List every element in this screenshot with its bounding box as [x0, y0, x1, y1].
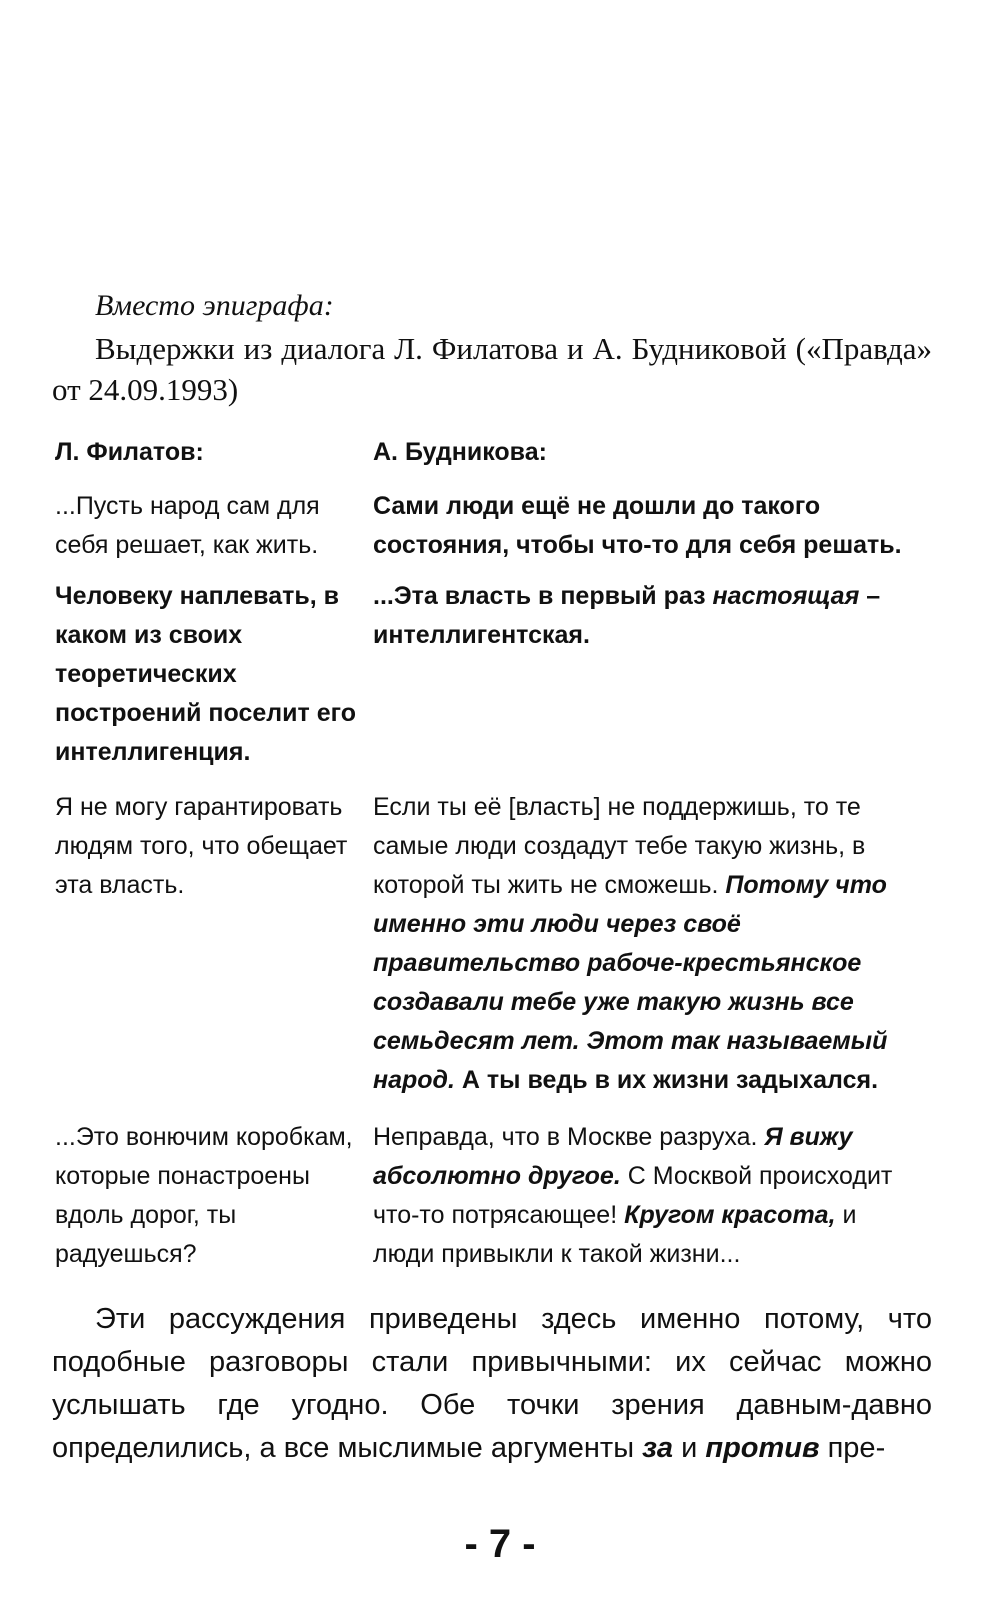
left-remark: Я не могу гарантировать людям того, что обещает эта власть.: [55, 793, 348, 899]
right-speaker-header: А. Будникова:: [373, 438, 547, 466]
body-paragraph: [52, 1298, 932, 1470]
right-remark-italic: настоящая: [712, 582, 860, 610]
page-number: - 7 -: [464, 1522, 536, 1566]
body-text-part: пре-: [819, 1432, 886, 1464]
right-remark: [373, 1118, 913, 1274]
epigraph-label: Вместо эпиграфа:: [95, 289, 334, 322]
right-remark: [373, 577, 913, 655]
left-speaker-header: Л. Филатов:: [55, 438, 204, 466]
right-remark-part: Если ты её [власть] не поддержишь, то те самые люди создадут тебе такую жизнь, в которой ты жить не сможешь.: [373, 793, 866, 899]
right-remark: Сами люди ещё не дошли до такого состояния, чтобы что-то для себя решать.: [373, 492, 902, 559]
left-remark: ...Пусть народ сам для себя решает, как жить.: [55, 492, 320, 559]
body-text-part: и: [673, 1432, 706, 1464]
body-text-italic: за: [642, 1432, 674, 1464]
right-remark: [373, 784, 913, 1100]
dialog-row: [55, 577, 935, 772]
right-remark-italic: Потому что именно эти люди через своё правительство рабоче-крестьянское создавали тебе уже такую жизнь все семьдесят лет. Этот так называемый народ.: [373, 871, 888, 1094]
right-remark-part: Неправда, что в Москве разруха.: [373, 1123, 765, 1151]
right-remark-part: и люди привыкли к такой жизни...: [373, 1201, 857, 1268]
left-remark: ...Это вонючим коробкам, которые понастроены вдоль дорог, ты радуешься?: [55, 1123, 353, 1268]
dialog-table: [55, 435, 935, 1274]
right-remark-part: ...Эта власть в первый раз: [373, 582, 713, 610]
dialog-header-row: [55, 435, 935, 469]
left-remark: Человеку наплевать, в каком из своих теоретических построений поселит его интеллигенция.: [55, 582, 356, 766]
dialog-row: [55, 1118, 935, 1274]
dialog-row: [55, 784, 935, 1100]
epigraph-intro: Выдержки из диалога Л. Филатова и А. Будниковой («Правда» от 24.09.1993): [52, 331, 932, 407]
right-remark-italic: Я вижу абсолютно другое.: [373, 1123, 853, 1190]
right-remark-part: – интеллигентская.: [373, 582, 881, 649]
dialog-row: [55, 487, 935, 565]
right-remark-italic: Кругом красота,: [624, 1201, 836, 1229]
body-text-part: Эти рассуждения приведены здесь именно потому, что подобные разговоры стали привычными: их сейчас можно услышать где угодно. Обе точки зрения давным-давно определились, а все мыслимые аргументы: [52, 1303, 932, 1464]
right-remark-part: С Москвой происходит что-то потрясающее!: [373, 1162, 893, 1229]
body-text-italic: против: [705, 1432, 820, 1464]
right-remark-part: А ты ведь в их жизни задыхался.: [454, 1066, 879, 1094]
